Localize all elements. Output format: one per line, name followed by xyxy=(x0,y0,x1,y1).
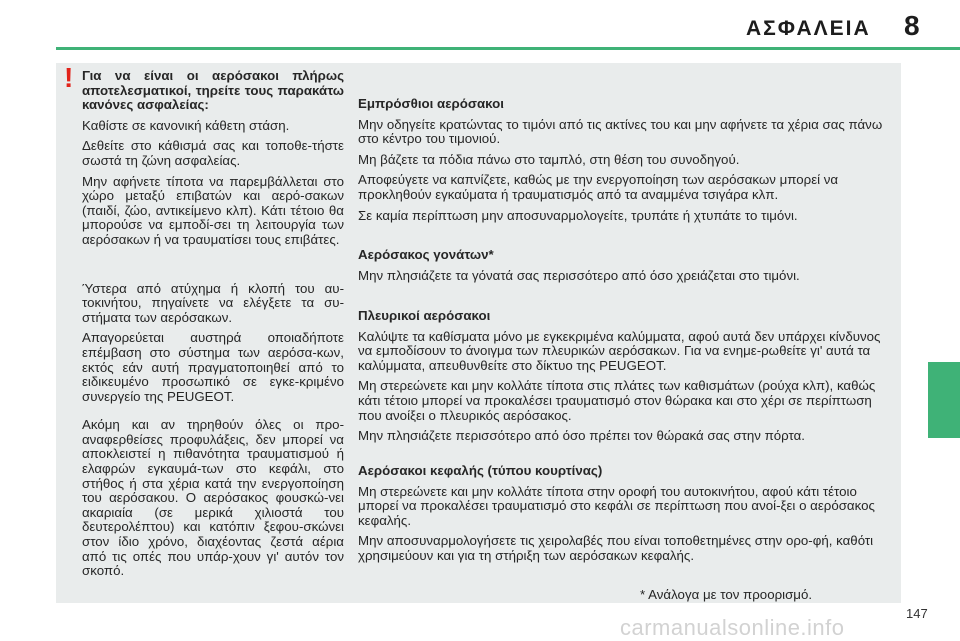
page-header xyxy=(0,0,960,50)
watermark: carmanualsonline.info xyxy=(620,615,845,640)
chapter-number: 8 xyxy=(904,10,920,41)
section-heading: Πλευρικοί αερόσακοι xyxy=(358,308,491,323)
section-paragraph: Καλύψτε τα καθίσματα μόνο με εγκεκριμένα καλύμματα, αφού αυτά δεν υπάρχει κίνδυνος να εμποδίσουν το άνοιγμα των πλευρικών αερόσακων. Για να ενημε-ρωθείτε γι' αυτά τα καλύμματα, απευθυνθείτε στο δίκτυο της PEUGEOT. xyxy=(358,328,881,373)
page-number: 147 xyxy=(906,606,928,621)
front-airbags-section xyxy=(358,97,898,229)
head-airbags-section xyxy=(358,464,898,570)
section-heading: Εμπρόσθιοι αερόσακοι xyxy=(358,96,504,111)
section-paragraph: Μην πλησιάζετε τα γόνατά σας περισσότερο από όσο χρειάζεται στο τιμόνι. xyxy=(358,267,800,283)
warning-paragraph: Καθίστε σε κανονική κάθετη στάση. xyxy=(82,117,290,133)
note-paragraph: Απαγορεύεται αυστηρά οποιαδήποτε επέμβαση στο σύστημα των αερόσα-κων, εκτός εάν αυτή πραγματοποιηθεί από το ειδικευμένο προσωπικό σε εγκε-κριμένο συνεργείο της PEUGEOT. xyxy=(82,330,344,404)
header-divider xyxy=(56,47,960,50)
section-title: ΑΣΦΑΛΕΙΑ xyxy=(746,17,871,40)
warning-heading: Για να είναι οι αερόσακοι πλήρως αποτελεσματικοί, τηρείτε τους παρακάτω κανόνες ασφαλείας: xyxy=(82,68,344,113)
section-paragraph: Αποφεύγετε να καπνίζετε, καθώς με την ενεργοποίηση των αερόσακων μπορεί να προκληθούν εγκαύματα ή τραυματισμός από τα αναμμένα τσιγάρα κλπ. xyxy=(358,172,839,202)
warning-paragraph: Μην αφήνετε τίποτα να παρεμβάλλεται στο χώρο μεταξύ επιβατών και αερό-σακων (παιδί, ζώο, αντικείμενο κλπ). Κάτι τέτοιο θα μπορούσε να εμποδί-σει τη λειτουργία των αερόσακων ή να τραυματίσει τους επιβάτες. xyxy=(82,173,344,247)
warning-paragraph: Δεθείτε στο κάθισμά σας και τοποθε-τήστε σωστά τη ζώνη ασφαλείας. xyxy=(82,138,344,168)
section-paragraph: Σε καμία περίπτωση μην αποσυναρμολογείτε, τρυπάτε ή χτυπάτε το τιμόνι. xyxy=(358,207,798,223)
section-paragraph: Μην αποσυναρμολογήσετε τις χειρολαβές που είναι τοποθετημένες στην ορο-φή, καθότι χρησιμεύουν και για τη στήριξη των αερόσακων κεφαλής. xyxy=(358,533,874,563)
section-paragraph: Μην οδηγείτε κρατώντας το τιμόνι από τις ακτίνες του και μην αφήνετε τα χέρια σας πάνω στο κέντρο του τιμονιού. xyxy=(358,116,883,147)
knee-airbag-section xyxy=(358,248,898,289)
section-paragraph: Μην πλησιάζετε περισσότερο από όσο πρέπει τον θώρακά σας στην πόρτα. xyxy=(358,428,805,444)
section-paragraph: Μη στερεώνετε και μην κολλάτε τίποτα στις πλάτες των καθισμάτων (ρούχα κλπ), καθώς κάτι τέτοιο μπορεί να προκαλέσει τραυματισμό στον θώρακα και στο χέρι σε περίπτωση που ανοίξει ο πλευρικός αερόσακος. xyxy=(358,378,876,423)
section-paragraph: Μη στερεώνετε και μην κολλάτε τίποτα στην οροφή του αυτοκινήτου, αφού κάτι τέτοιο μπορεί να προκαλέσει τραυματισμό στο κεφάλι σε περίπτωση που ανοί-ξει ο αερόσακος κεφαλής. xyxy=(358,483,875,528)
left-column xyxy=(82,69,344,585)
section-paragraph: Μη βάζετε τα πόδια πάνω στο ταμπλό, στη θέση του συνοδηγού. xyxy=(358,151,740,167)
section-heading: Αερόσακοι κεφαλής (τύπου κουρτίνας) xyxy=(358,463,603,478)
side-airbags-section xyxy=(358,309,898,450)
exclamation-icon: ! xyxy=(64,62,74,93)
footnote: * Ανάλογα με τον προορισμό. xyxy=(640,587,813,602)
note-paragraph: Ύστερα από ατύχημα ή κλοπή του αυ-τοκινήτου, πηγαίνετε να ελέγξετε τα συ-στήματα των αερόσακων. xyxy=(82,280,344,325)
chapter-side-tab xyxy=(928,362,960,438)
note-paragraph: Ακόμη και αν τηρηθούν όλες οι προ-αναφερθείσες προφυλάξεις, δεν μπορεί να αποκλειστεί η πιθανότητα τραυματισμού ή ελαφρών εγκαυμά-των στο κεφάλι, στο στήθος ή στα χέρια κατά την ενεργοποίηση του αερόσακου. Ο αερόσακος φουσκώ-νει ακαριαία (σε μερικά χιλιοστά του δευτερολέπτου) και κατόπιν ξεφου-σκώνει στον ίδιο χρόνο, διαχέοντας ζεστά αέρια από τις οπές που υπάρ-χουν γι' αυτόν τον σκοπό. xyxy=(82,417,344,579)
section-heading: Αερόσακος γονάτων* xyxy=(358,247,494,262)
